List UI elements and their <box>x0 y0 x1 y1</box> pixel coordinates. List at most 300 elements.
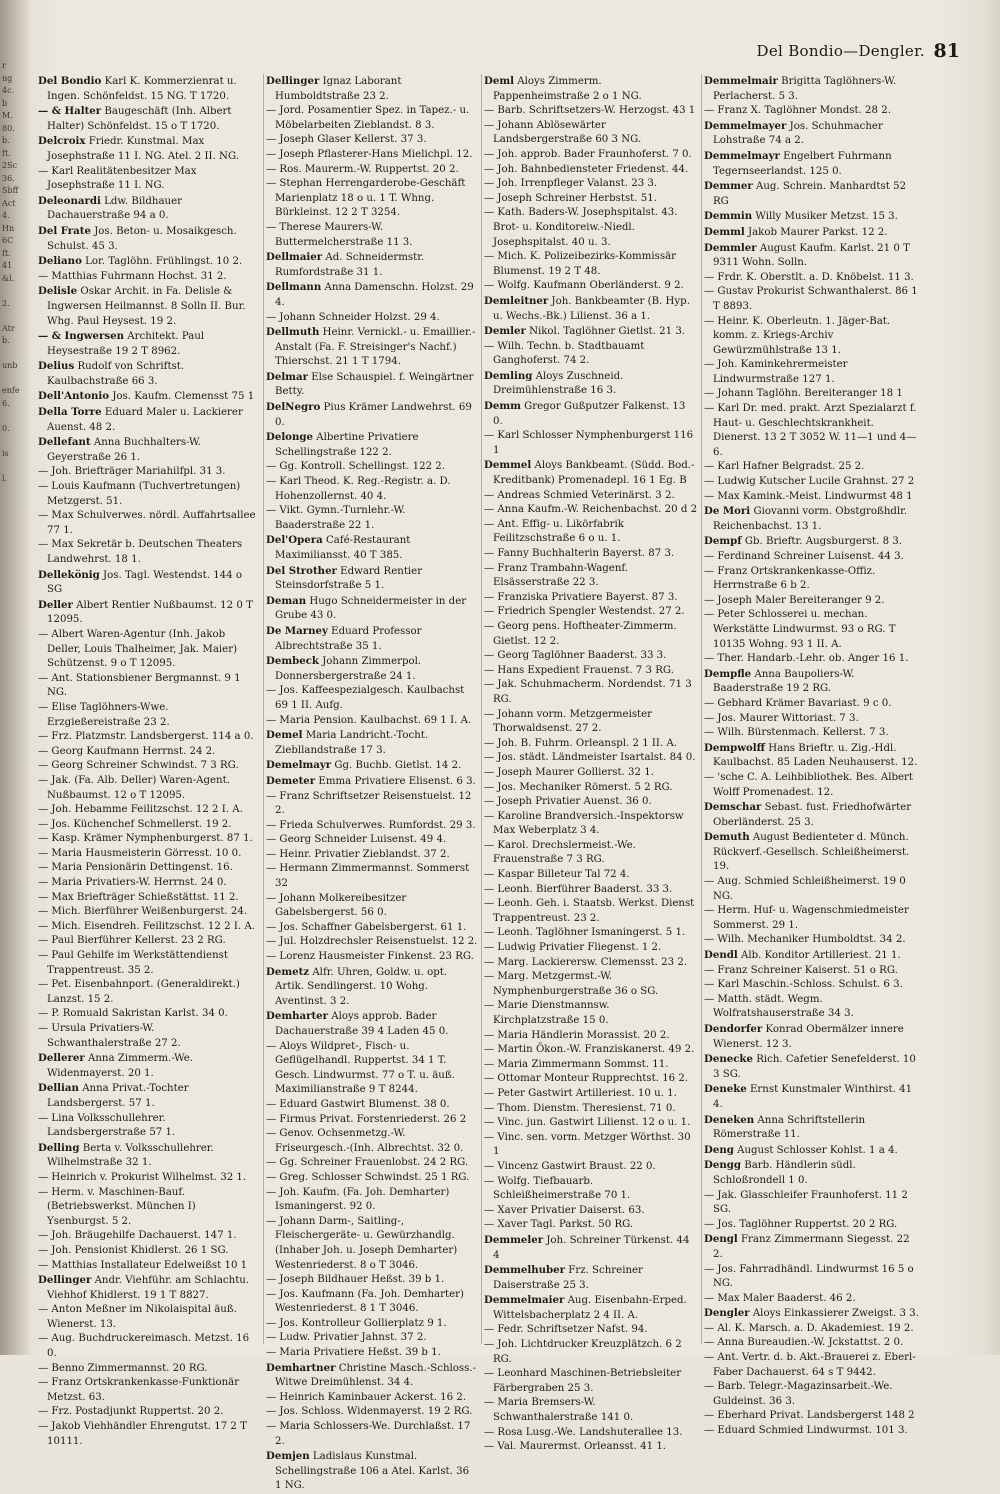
directory-entry <box>266 819 478 834</box>
directory-entry <box>704 712 920 727</box>
directory-entry <box>484 119 698 148</box>
directory-entry <box>704 594 920 609</box>
directory-entry <box>266 74 478 104</box>
entry-details: — Aloys Wildpret-, Fisch- u. Geflügelhandl. Ruppertst. 34 1 T. Gesch. Lindwurmst. 77 o T. u. äuß. Maximilianstraße 9 T 8244. <box>266 1040 455 1096</box>
directory-entry <box>484 1116 698 1131</box>
entry-details: — Martin Ökon.-W. Franziskanerst. 49 2. <box>484 1044 695 1056</box>
directory-entry <box>266 1420 478 1449</box>
directory-entry <box>704 209 920 225</box>
entry-details: — Maria Privatiers-W. Herrnst. 24 0. <box>38 877 227 889</box>
directory-entry <box>484 547 698 562</box>
entry-details: — Joseph Bildhauer Heßst. 39 b 1. <box>266 1274 445 1286</box>
directory-entry <box>266 848 478 863</box>
entry-surname: De Marney <box>266 624 328 637</box>
directory-entry <box>484 518 698 547</box>
entry-details: — Ferdinand Schreiner Luisenst. 44 3. <box>704 551 904 562</box>
directory-entry <box>484 781 698 796</box>
entry-details: Jakob Maurer Parkst. 12 2. <box>748 226 888 238</box>
entry-details: — Heinr. Privatier Zieblandst. 37 2. <box>266 848 450 860</box>
directory-entry <box>704 1218 920 1233</box>
entry-details: — Gg. Kontroll. Schellingst. 122 2. <box>266 461 446 473</box>
directory-entry <box>704 1351 920 1380</box>
directory-entry <box>38 1141 260 1171</box>
entry-details: — Johann Ablösewärter Landsbergerstraße 60 3 NG. <box>484 119 642 146</box>
directory-entry <box>704 1380 920 1409</box>
directory-entry <box>266 1009 478 1039</box>
directory-entry <box>38 1112 260 1141</box>
directory-entry <box>266 1273 478 1288</box>
directory-entry <box>484 795 698 810</box>
entry-details: Jos. Tagl. Westendst. 144 o SG <box>47 569 243 596</box>
directory-entry <box>704 402 920 460</box>
directory-entry <box>704 550 920 565</box>
entry-details: — Vinc. sen. vorm. Metzger Wörthst. 30 1 <box>484 1131 691 1158</box>
directory-entry <box>38 628 260 672</box>
directory-entry <box>266 1449 478 1494</box>
entry-details: Willy Musiker Metzst. 15 3. <box>755 211 898 223</box>
directory-entry <box>704 741 920 771</box>
entry-details: — Leonh. Taglöhner Ismaningerst. 5 1. <box>484 927 686 939</box>
directory-entry <box>484 664 698 679</box>
directory-entry <box>704 652 920 667</box>
entry-details: — Hermann Zimmermannst. Sommerst 32 <box>266 863 470 890</box>
entry-surname: Demling <box>484 369 533 382</box>
entry-surname: Demuth <box>704 831 750 844</box>
directory-entry <box>38 905 260 920</box>
entry-details: — Jos. Maurer Wittoriast. 7 3. <box>704 712 859 724</box>
directory-entry <box>38 1081 260 1111</box>
entry-details: — Joh. Lichtdrucker Kreuzplätzch. 6 2 RG. <box>484 1339 682 1365</box>
directory-entry <box>266 684 478 713</box>
entry-details: — Joh. Hebamme Feilitzschst. 12 2 I. A. <box>38 804 243 816</box>
entry-details: — Frz. Platzmstr. Landsbergerst. 114 a 0. <box>38 731 254 743</box>
directory-entry <box>704 241 920 271</box>
directory-column-1 <box>38 74 260 1447</box>
directory-entry <box>266 325 478 370</box>
entry-details: — Heinrich v. Prokurist Wilhelmst. 32 1. <box>38 1171 247 1183</box>
entry-details: — Xaver Privatier Daiserst. 63. <box>484 1204 645 1216</box>
entry-surname: Demmelmaier <box>484 1294 565 1307</box>
directory-entry <box>38 978 260 1007</box>
directory-entry <box>704 1409 920 1424</box>
entry-details: — Vincenz Gastwirt Braust. 22 0. <box>484 1160 656 1172</box>
directory-entry <box>266 1171 478 1186</box>
entry-details: — Johann Schneider Holzst. 29 4. <box>266 311 440 323</box>
directory-entry <box>484 279 698 294</box>
entry-details: — Jos. Kaffeespezialgesch. Kaulbachst 69 1 II. Aufg. <box>266 685 465 711</box>
entry-surname: Dellinger <box>38 1274 92 1287</box>
entry-details: — Karoline Brandversich.-Inspektorsw Max Weberplatz 3 4. <box>484 810 684 837</box>
directory-entry <box>38 1244 260 1259</box>
directory-entry <box>704 800 920 830</box>
entry-details: — Greg. Schlosser Schwindst. 25 1 RG. <box>266 1171 470 1183</box>
directory-entry <box>266 280 478 310</box>
directory-entry <box>266 1186 478 1215</box>
entry-details: Heinr. Vernickl.- u. Emaillier.-Anstalt (Fa. F. Streisinger's Nachf.) Thierschst. 21 1 T 1794. <box>275 327 476 368</box>
entry-details: — Leonhard Maschinen-Betriebsleiter Färbergraben 25 3. <box>484 1368 682 1394</box>
entry-details: — Jos. Mechaniker Römerst. 5 2 RG. <box>484 781 673 793</box>
entry-details: — Franz Schriftsetzer Reisenstuelst. 12 2. <box>266 790 472 817</box>
directory-entry <box>704 119 920 149</box>
directory-entry <box>38 465 260 480</box>
entry-details: — Rosa Lusg.-We. Landshuterallee 13. <box>484 1426 683 1438</box>
entry-surname: — & Halter <box>38 105 102 118</box>
entry-details: Engelbert Fuhrmann Tegernseerlandst. 125 0. <box>713 150 892 177</box>
directory-entry <box>266 1405 478 1420</box>
entry-details: Lor. Taglöhn. Frühlingst. 10 2. <box>85 256 243 268</box>
entry-details: — Kaspar Billeteur Tal 72 4. <box>484 869 630 881</box>
directory-entry <box>484 751 698 766</box>
entry-details: — Joh. Kaminkehrermeister Lindwurmstraße 127 1. <box>704 359 848 385</box>
entry-details: — Maria Hausmeisterin Görresst. 10 0. <box>38 847 242 859</box>
entry-surname: Demharter <box>266 1010 329 1023</box>
entry-surname: Dellerer <box>38 1052 85 1065</box>
entry-surname: Deneken <box>704 1113 755 1126</box>
directory-entry <box>704 1336 920 1351</box>
entry-surname: DelNegro <box>266 401 321 414</box>
entry-details: — Herm. v. Maschinen-Bauf. (Betriebswerkst. München I) Ysenburgst. 5 2. <box>38 1186 196 1227</box>
entry-surname: Della Torre <box>38 406 102 419</box>
entry-details: — Maria Schlossers-We. Durchlaßst. 17 2. <box>266 1421 471 1447</box>
directory-entry <box>266 965 478 1010</box>
entry-surname: Demmer <box>704 180 753 193</box>
entry-details: — Louis Kaufmann (Tuchvertretungen) Metzgerst. 51. <box>38 481 241 507</box>
entry-details: — Joh. Pensionist Khidlerst. 26 1 SG. <box>38 1244 229 1256</box>
directory-entry <box>484 708 698 737</box>
directory-entry <box>704 1022 920 1052</box>
directory-entry <box>38 1259 260 1274</box>
directory-entry <box>266 654 478 684</box>
directory-entry <box>704 964 920 979</box>
directory-entry <box>38 861 260 876</box>
entry-surname: Dengler <box>704 1307 750 1320</box>
directory-entry <box>38 832 260 847</box>
entry-details: Hugo Schneidermeister in der Grube 43 0. <box>275 595 467 622</box>
entry-surname: Del Bondio <box>38 75 102 87</box>
directory-entry <box>704 608 920 652</box>
directory-entry <box>38 270 260 285</box>
column-divider <box>263 74 264 1344</box>
entry-details: — Matthias Installateur Edelweißst 10 1 <box>38 1259 248 1271</box>
directory-entry <box>38 934 260 949</box>
directory-entry <box>484 562 698 591</box>
directory-entry <box>704 904 920 933</box>
entry-details: — Ludwig Kutscher Lucile Grahnst. 27 2 <box>704 476 915 488</box>
directory-entry <box>704 667 920 697</box>
directory-entry <box>38 254 260 270</box>
entry-details: Berta v. Volksschullehrer. Wilhelmstraße 32 1. <box>47 1142 214 1169</box>
entry-details: Emma Privatiere Elisenst. 6 3. <box>318 775 476 787</box>
entry-details: Pius Krämer Landwehrst. 69 0. <box>275 402 472 428</box>
entry-surname: Demm <box>484 400 521 413</box>
directory-entry <box>38 538 260 567</box>
entry-details: Konrad Obermälzer innere Wienerst. 12 3. <box>713 1024 904 1050</box>
directory-entry <box>266 1127 478 1156</box>
directory-entry <box>38 1303 260 1332</box>
directory-entry <box>484 163 698 178</box>
directory-entry <box>38 284 260 329</box>
directory-entry <box>266 1391 478 1406</box>
directory-entry <box>266 1040 478 1098</box>
entry-surname: Delling <box>38 1141 80 1154</box>
entry-details: — Anton Meßner im Nikolaispital äuß. Wienerst. 13. <box>38 1304 237 1330</box>
entry-details: — Joseph Pflasterer-Hans Mielichpl. 12. <box>266 148 473 160</box>
directory-entry <box>484 458 698 488</box>
entry-surname: Demmelmair <box>704 75 778 87</box>
entry-details: — Georg pens. Hoftheater-Zimmerm. Gietlst. 12 2. <box>484 620 677 647</box>
directory-entry <box>704 358 920 387</box>
entry-details: — Georg Kaufmann Herrnst. 24 2. <box>38 745 216 757</box>
directory-entry <box>266 250 478 280</box>
directory-entry <box>484 868 698 883</box>
directory-entry <box>484 1218 698 1233</box>
directory-entry <box>266 1361 478 1391</box>
entry-details: — Franz X. Taglöhner Mondst. 28 2. <box>704 105 891 117</box>
entry-details: — Al. K. Marsch. a. D. Akademiest. 19 2. <box>704 1322 914 1334</box>
directory-entry <box>704 1113 920 1143</box>
directory-entry <box>266 862 478 891</box>
entry-surname: Demeter <box>266 774 316 787</box>
directory-entry <box>704 315 920 359</box>
entry-details: Hans Brieftr. u. Zig.-Hdl. Kaulbachst. 85 Laden Neuhauserst. 12. <box>713 742 918 769</box>
entry-surname: Deng <box>704 1143 734 1156</box>
entry-details: — Paul Gehilfe im Werkstättendienst Trappentreust. 35 2. <box>38 950 228 976</box>
entry-details: Ladislaus Kunstmal. Schellingstraße 106 a Atel. Karlst. 36 1 NG. <box>275 1451 470 1492</box>
entry-details: — Karl Realitätenbesitzer Max Josephstraße 11 I. NG. <box>38 165 197 192</box>
directory-entry <box>484 489 698 504</box>
entry-details: — Jos. Schaffner Gabelsbergerst. 61 1. <box>266 921 467 933</box>
directory-entry <box>484 883 698 898</box>
entry-surname: Demml <box>704 225 745 238</box>
directory-entry <box>484 503 698 518</box>
entry-details: — Franziska Privatiere Bayerst. 87 3. <box>484 591 678 603</box>
directory-column-3 <box>484 74 698 1453</box>
directory-entry <box>266 533 478 563</box>
entry-details: — Eberhard Privat. Landsbergerst 148 2 <box>704 1410 915 1422</box>
entry-surname: Demmeler <box>484 1233 544 1246</box>
entry-details: Rich. Cafetier Senefelderst. 10 3 SG. <box>713 1054 916 1080</box>
entry-details: Anna Damenschn. Holzst. 29 4. <box>275 282 474 308</box>
entry-surname: Dendorfer <box>704 1023 763 1035</box>
directory-entry <box>704 387 920 402</box>
directory-entry <box>704 179 920 209</box>
entry-details: — Wilh. Mechaniker Humboldtst. 34 2. <box>704 934 906 946</box>
entry-details: — Ant. Stationsbiener Bergmannst. 9 1 NG. <box>38 672 241 699</box>
entry-details: Jos. Schuhmacher Lohstraße 74 a 2. <box>713 120 883 147</box>
entry-details: — Ottomar Monteur Rupprechtst. 16 2. <box>484 1073 689 1085</box>
entry-details: Friedr. Kunstmal. Max Josephstraße 11 I. NG. Atel. 2 II. NG. <box>47 136 239 162</box>
directory-entry <box>484 999 698 1028</box>
directory-entry <box>38 405 260 435</box>
entry-details: Anna Schriftstellerin Römerstraße 11. <box>713 1114 866 1141</box>
entry-details: Oskar Archit. in Fa. Delisle & Ingwersen Heilmannst. 8 Solln II. Bur. Whg. Paul Heysest. 19 2. <box>47 286 246 327</box>
directory-entry <box>704 1158 920 1188</box>
entry-surname: Del'Opera <box>266 534 323 547</box>
entry-details: — Frieda Schulverwes. Rumfordst. 29 3. <box>266 819 476 831</box>
directory-entry <box>38 818 260 833</box>
directory-entry <box>266 758 478 774</box>
entry-surname: Demetz <box>266 965 310 978</box>
directory-entry <box>704 1306 920 1322</box>
directory-entry <box>484 737 698 752</box>
entry-details: — Jos. Schloss. Widenmayerst. 19 2 RG. <box>266 1406 473 1418</box>
directory-entry <box>484 1263 698 1293</box>
entry-details: — Joh. Briefträger Mariahilfpl. 31 3. <box>38 466 226 478</box>
entry-details: — Joseph Privatier Auenst. 36 0. <box>484 796 652 808</box>
entry-details: — Val. Maurermst. Orleansst. 41 1. <box>484 1441 667 1453</box>
directory-entry <box>38 1171 260 1186</box>
entry-details: — Anna Kaufm.-W. Reichenbachst. 20 d 2 <box>484 504 698 516</box>
entry-surname: Dempfle <box>704 667 752 680</box>
entry-details: Albert Rentier Nußbaumst. 12 0 T 12095. <box>47 599 253 626</box>
entry-surname: Dendl <box>704 949 738 962</box>
directory-entry <box>266 370 478 400</box>
directory-entry <box>484 1338 698 1367</box>
directory-entry <box>266 133 478 148</box>
entry-details: — Wilh. Bürstenmach. Kellerst. 7 3. <box>704 727 889 739</box>
directory-entry <box>38 745 260 760</box>
entry-details: — Marie Dienstmannsw. Kirchplatzstraße 15 0. <box>484 1000 610 1026</box>
directory-entry <box>484 678 698 707</box>
entry-details: — Wolfg. Kaufmann Oberländerst. 9 2. <box>484 280 684 292</box>
entry-surname: Dempf <box>704 535 742 548</box>
entry-details: — Kasp. Krämer Nymphenburgerst. 87 1. <box>38 833 253 845</box>
directory-entry <box>38 701 260 730</box>
directory-entry <box>38 1376 260 1405</box>
previous-page-gutter <box>0 0 30 1355</box>
entry-details: — Johann Taglöhn. Bereiteranger 18 1 <box>704 388 903 400</box>
entry-details: — Vikt. Gymn.-Turnlehr.-W. Baaderstraße 22 1. <box>266 505 406 531</box>
entry-details: — Thom. Dienstm. Theresienst. 71 0. <box>484 1102 676 1114</box>
directory-entry <box>266 504 478 533</box>
directory-entry <box>704 74 920 104</box>
directory-entry <box>704 225 920 241</box>
entry-details: Nikol. Taglöhner Gietlst. 21 3. <box>529 326 686 338</box>
entry-details: — Barb. Schriftsetzers-W. Herzogst. 43 1 <box>484 105 696 117</box>
entry-details: Architekt. Paul Heysestraße 19 2 T 8962. <box>47 331 205 357</box>
entry-details: — Jul. Holzdrechsler Reisenstuelst. 12 2. <box>266 936 478 948</box>
entry-surname: Denecke <box>704 1053 753 1066</box>
entry-details: Frz. Schreiner Daiserstraße 25 3. <box>493 1265 643 1291</box>
entry-details: Anna Baupoliers-W. Baaderstraße 19 2 RG. <box>713 668 855 695</box>
directory-entry <box>484 1233 698 1263</box>
directory-entry <box>266 790 478 819</box>
directory-entry <box>266 460 478 475</box>
directory-entry <box>484 429 698 458</box>
entry-details: — Lorenz Hausmeister Finkenst. 23 RG. <box>266 951 474 963</box>
entry-details: — Karl Maschin.-Schloss. Schulst. 6 3. <box>704 979 903 991</box>
directory-entry <box>484 605 698 620</box>
entry-details: — Pet. Eisenbahnport. (Generaldirekt.) Lanzst. 15 2. <box>38 979 240 1005</box>
entry-details: Giovanni vorm. Obstgroßhdlr. Reichenbachst. 13 1. <box>713 506 908 532</box>
directory-entry <box>704 697 920 712</box>
entry-details: — Gebhard Krämer Bavariast. 9 c 0. <box>704 697 892 709</box>
entry-details: Christine Masch.-Schloss.-Witwe Dreimühlenst. 34 4. <box>275 1362 477 1389</box>
directory-column-2 <box>266 74 478 1492</box>
entry-details: — Ant. Vertr. d. b. Akt.-Brauerei z. Eberl-Faber Dachauerst. 64 s T 9442. <box>704 1352 916 1378</box>
directory-entry <box>704 726 920 741</box>
directory-entry <box>484 206 698 250</box>
directory-entry <box>38 329 260 359</box>
entry-details: — Andreas Schmied Veterinärst. 3 2. <box>484 489 675 501</box>
directory-entry <box>266 1331 478 1346</box>
entry-details: Aloys Einkassierer Zweigst. 3 3. <box>752 1308 919 1320</box>
entry-details: — Jos. Taglöhner Ruppertst. 20 2 RG. <box>704 1218 898 1230</box>
directory-entry <box>266 1317 478 1332</box>
directory-entry <box>38 1332 260 1361</box>
directory-entry <box>484 810 698 839</box>
entry-details: Johann Zimmerpol. Donnersbergerstraße 24 1. <box>275 656 422 682</box>
entry-details: — Johann Molkereibesitzer Gabelsbergerst. 56 0. <box>266 892 407 919</box>
entry-surname: Del Frate <box>38 224 91 237</box>
entry-details: Alb. Konditor Artilleriest. 21 1. <box>740 950 901 962</box>
entry-details: — Jos. Fahrradhändl. Lindwurmst 16 5 o NG. <box>704 1263 914 1290</box>
directory-entry <box>484 1043 698 1058</box>
entry-details: August Bedienteter d. Münch. Rückverf.-Gesellsch. Schleißheimerst. 19. <box>713 832 910 873</box>
directory-entry <box>38 480 260 509</box>
entry-details: — Gg. Schreiner Frauenlobst. 24 2 RG. <box>266 1157 469 1169</box>
entry-details: Alfr. Uhren, Goldw. u. opt. Artik. Sendlingerst. 10 Wohg. Aventinst. 3 2. <box>275 966 448 1007</box>
entry-surname: Demschar <box>704 801 762 814</box>
directory-entry <box>704 1292 920 1307</box>
directory-entry <box>484 1131 698 1160</box>
directory-entry <box>704 1232 920 1262</box>
entry-details: — Johann vorm. Metzgermeister Thorwaldsenst. 27 2. <box>484 708 653 735</box>
directory-entry <box>38 891 260 906</box>
directory-entry <box>704 285 920 314</box>
entry-details: — Maria Zimmermann Sommst. 11. <box>484 1058 669 1070</box>
entry-details: — Jak. Glasschleifer Fraunhoferst. 11 2 SG. <box>704 1189 908 1216</box>
entry-details: — Mich. K. Polizeibezirks-Kommissär Blumenst. 19 2 T 48. <box>484 251 677 277</box>
entry-details: Franz Zimmermann Siegesst. 22 2. <box>713 1234 910 1260</box>
entry-details: Joh. Schreiner Türkenst. 44 4 <box>493 1234 690 1261</box>
directory-entry <box>704 460 920 475</box>
entry-surname: Demmelhuber <box>484 1264 566 1277</box>
directory-entry <box>266 774 478 790</box>
column-divider <box>481 74 482 1344</box>
directory-entry <box>266 594 478 624</box>
entry-details: — Franz Ortskrankenkasse-Offiz. Herrnstraße 6 b 2. <box>704 565 876 592</box>
entry-details: Gg. Buchb. Gietlst. 14 2. <box>334 760 462 772</box>
entry-details: — Heinr. K. Oberleutn. 1. Jäger-Bat. komm. z. Kriegs-Archiv Gewürzmühlstraße 13 1. <box>704 315 891 356</box>
entry-surname: Delmar <box>266 370 308 383</box>
directory-entry <box>266 430 478 460</box>
entry-surname: Dembeck <box>266 655 319 668</box>
entry-surname: Dengg <box>704 1159 741 1172</box>
directory-entry <box>266 1156 478 1171</box>
entry-details: Albertine Privatiere Schellingstraße 122 2. <box>275 432 419 458</box>
entry-surname: Del Strother <box>266 564 337 577</box>
directory-entry <box>484 1204 698 1219</box>
directory-entry <box>266 177 478 221</box>
entry-details: — Ant. Effig- u. Likörfabrik Feilitzschstraße 6 o u. 1. <box>484 518 624 545</box>
entry-details: — Genov. Ochsenmetzg.-W. Friseurgesch.-(Inh. Albrechtst. 32 0. <box>266 1128 464 1154</box>
entry-surname: Deller <box>38 598 73 611</box>
entry-details: Eduard Maler u. Lackierer Auenst. 48 2. <box>47 407 243 433</box>
directory-entry <box>484 340 698 369</box>
entry-details: — Maria Privatiere Heßst. 39 b 1. <box>266 1347 441 1359</box>
directory-entry <box>38 1022 260 1051</box>
directory-entry <box>38 949 260 978</box>
directory-entry <box>484 324 698 340</box>
directory-entry <box>484 369 698 399</box>
entry-details: — Albert Waren-Agentur (Inh. Jakob Deller, Louis Thalheimer, Jak. Maier) Schützenst. 9 o T 12095. <box>38 628 238 670</box>
directory-entry <box>266 833 478 848</box>
directory-entry <box>484 399 698 429</box>
entry-details: — Jak. Schuhmacherm. Nordendst. 71 3 RG. <box>484 679 692 705</box>
entry-details: — Joh. Kaufm. (Fa. Joh. Demharter) Ismaningerst. 92 0. <box>266 1186 450 1213</box>
entry-details: — Marg. Metzgermst.-W. Nymphenburgerstraße 36 o SG. <box>484 971 659 997</box>
